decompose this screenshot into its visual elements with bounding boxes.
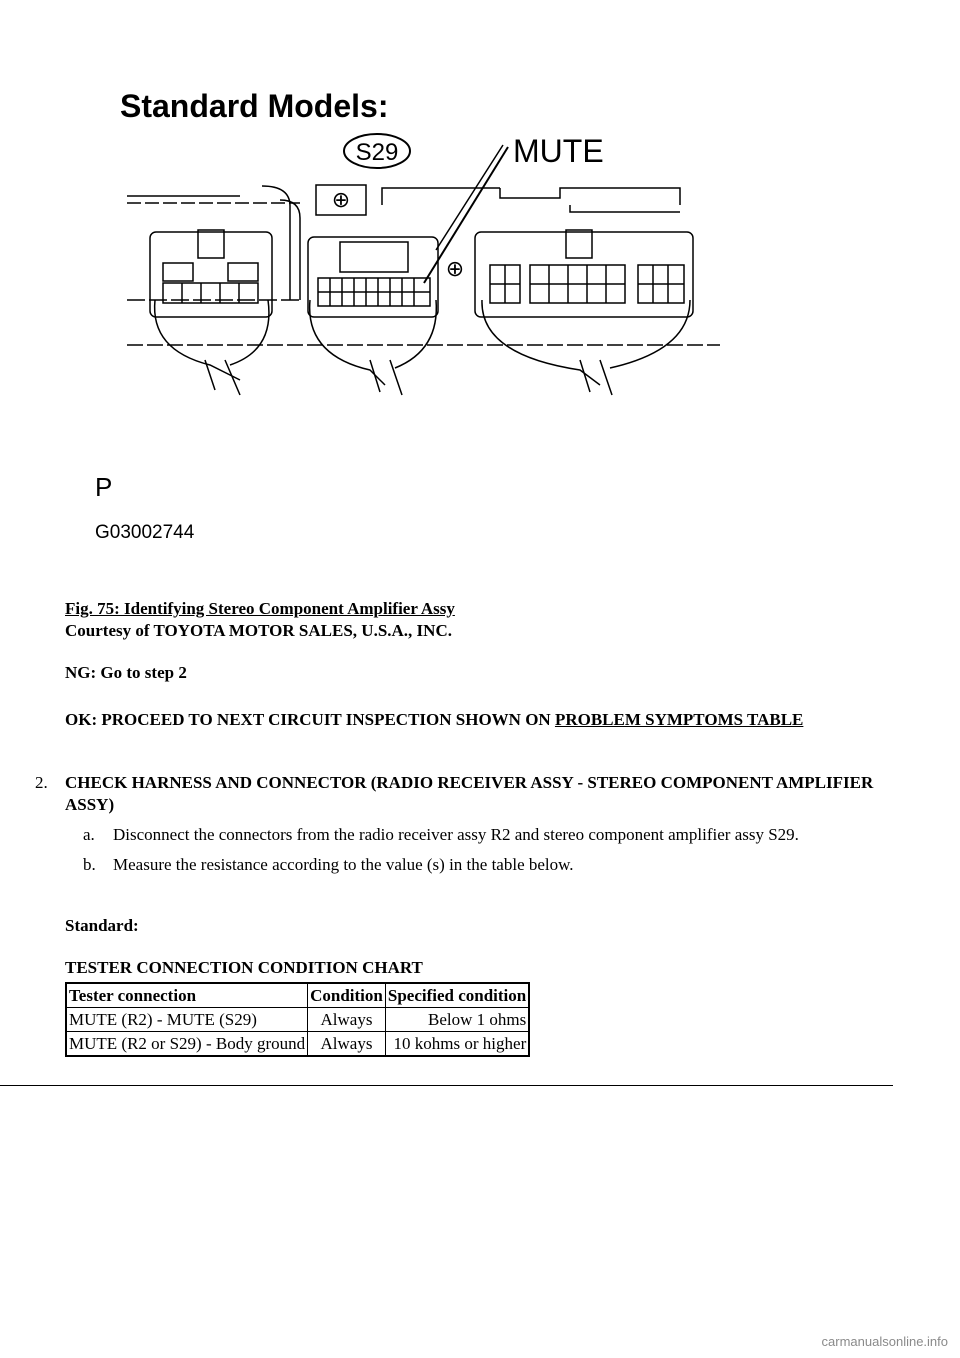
figure-title: Fig. 75: Identifying Stereo Component Amplifier Assy	[65, 599, 455, 618]
tester-connection-table	[65, 982, 530, 1057]
table-row	[66, 1032, 529, 1057]
table-row	[66, 1008, 529, 1032]
result-ng: NG: Go to step 2	[65, 663, 187, 682]
problem-symptoms-table-link[interactable]: PROBLEM SYMPTOMS TABLE	[554, 710, 804, 729]
step-number: 2.	[35, 773, 48, 792]
connector-id-label: S29	[355, 139, 399, 166]
header-tester-connection: Tester connection	[66, 983, 308, 1008]
cell-condition: Always	[308, 1032, 386, 1057]
connector-diagram-svg	[0, 0, 960, 580]
substep-letter: a.	[83, 825, 95, 844]
figure-courtesy: Courtesy of TOYOTA MOTOR SALES, U.S.A., INC.	[65, 621, 452, 640]
page-divider	[0, 1085, 893, 1086]
result-ok	[65, 709, 865, 731]
plus-terminal-top: ⊕	[331, 187, 351, 212]
plus-terminal-mid: ⊕	[445, 256, 465, 281]
cell-condition: Always	[308, 1008, 386, 1032]
table-header-row	[66, 983, 529, 1008]
substep-item	[83, 854, 895, 876]
figure-label-p: P	[95, 472, 113, 502]
substep-list	[83, 824, 895, 876]
s29-connector	[308, 237, 438, 395]
site-watermark: carmanualsonline.info	[821, 1334, 948, 1349]
step-title: CHECK HARNESS AND CONNECTOR (RADIO RECEIVER ASSY - STEREO COMPONENT AMPLIFIER ASSY)	[65, 773, 874, 814]
step-2	[35, 772, 895, 884]
standard-label: Standard:	[65, 916, 139, 935]
figure-image-code: G03002744	[95, 522, 195, 543]
table-title: TESTER CONNECTION CONDITION CHART	[65, 958, 423, 977]
diagram-heading: Standard Models:	[120, 88, 389, 124]
cell-specified-condition: Below 1 ohms	[385, 1008, 529, 1032]
result-ok-text: OK: PROCEED TO NEXT CIRCUIT INSPECTION SHOWN ON	[65, 710, 551, 729]
mute-leader-line	[424, 147, 508, 283]
substep-letter: b.	[83, 855, 96, 874]
mute-leader-line-2	[436, 145, 503, 250]
panel-outline	[127, 185, 720, 345]
cell-tester-connection: MUTE (R2) - MUTE (S29)	[66, 1008, 308, 1032]
mute-label: MUTE	[513, 133, 604, 169]
cell-tester-connection: MUTE (R2 or S29) - Body ground	[66, 1032, 308, 1057]
header-condition: Condition	[308, 983, 386, 1008]
right-connector	[475, 230, 693, 395]
connector-diagram	[0, 0, 960, 580]
substep-text: Measure the resistance according to the value (s) in the table below.	[113, 855, 574, 874]
substep-text: Disconnect the connectors from the radio receiver assy R2 and stereo component amplifier assy S29.	[113, 825, 799, 844]
figure-caption	[65, 598, 455, 642]
cell-specified-condition: 10 kohms or higher	[385, 1032, 529, 1057]
left-connector	[150, 230, 272, 395]
substep-item	[83, 824, 895, 846]
header-specified-condition: Specified condition	[385, 983, 529, 1008]
